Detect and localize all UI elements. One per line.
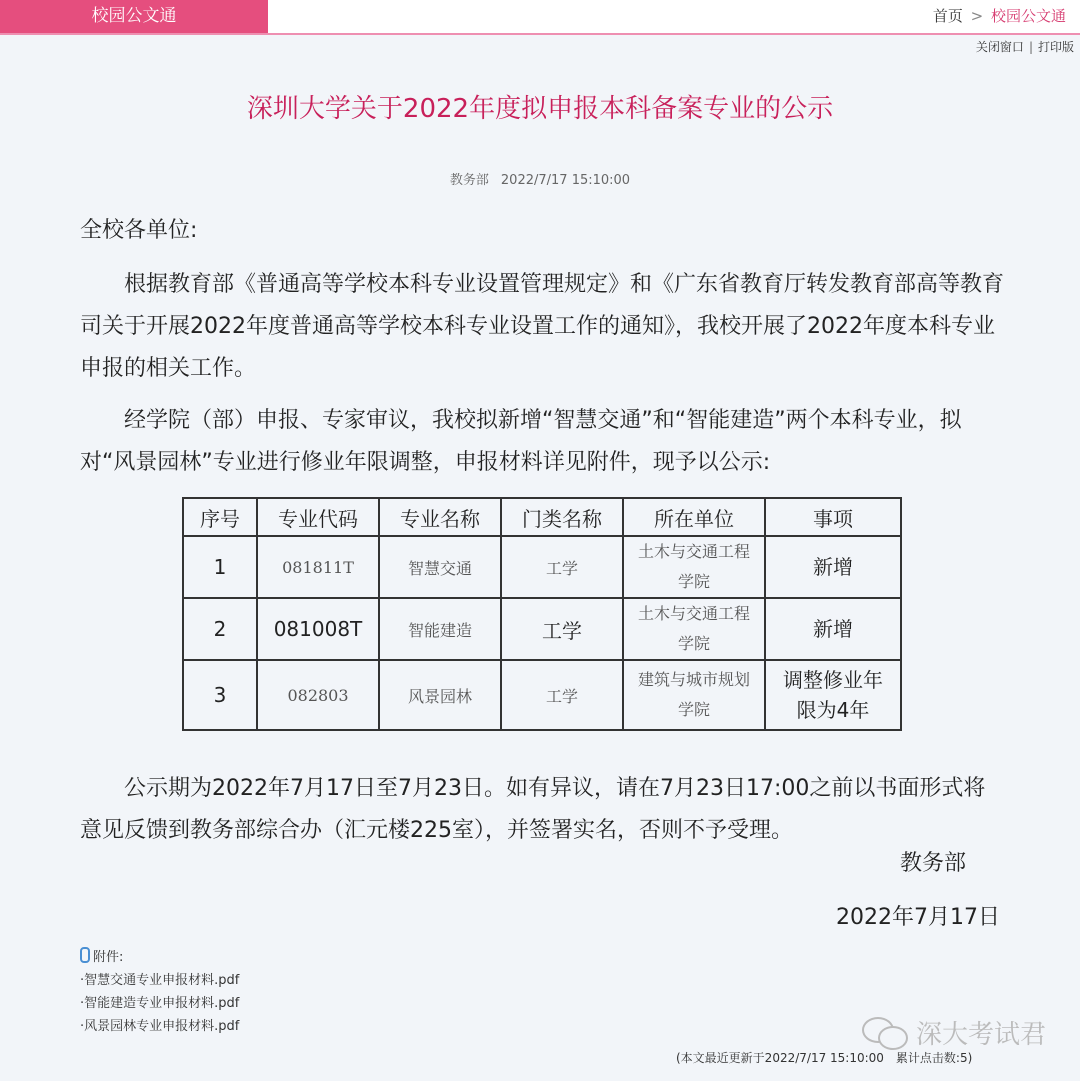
cell-category: 工学 bbox=[501, 660, 623, 730]
print-version-link[interactable]: 打印版 bbox=[1037, 40, 1074, 54]
attachments bbox=[80, 946, 239, 1038]
paragraph-2: 经学院（部）申报、专家审议，我校拟新增“智慧交通”和“智能建造”两个本科专业，拟对“风景园林”专业进行修业年限调整，申报材料详见附件，现予以公示: bbox=[80, 408, 962, 475]
unit-line-2: 学院 bbox=[677, 634, 710, 653]
header-category: 门类名称 bbox=[501, 498, 623, 536]
header-code: 专业代码 bbox=[257, 498, 379, 536]
cell-code: 082803 bbox=[257, 660, 379, 730]
cell-name: 智慧交通 bbox=[379, 536, 501, 598]
breadcrumb-home-link[interactable]: 首页 bbox=[932, 7, 963, 25]
cell-name: 智能建造 bbox=[379, 598, 501, 660]
cell-category: 工学 bbox=[501, 536, 623, 598]
cell-action bbox=[765, 598, 901, 660]
majors-table bbox=[182, 497, 902, 731]
attachment-link[interactable]: ·智能建造专业申报材料.pdf bbox=[80, 996, 240, 1011]
unit-line-1: 土木与交通工程 bbox=[637, 542, 750, 561]
article-body bbox=[80, 210, 1005, 484]
wechat-icon bbox=[862, 1017, 910, 1049]
paragraph-1: 根据教育部《普通高等学校本科专业设置管理规定》和《广东省教育厅转发教育部高等教育司关于开展2022年度普通高等学校本科专业设置工作的通知》，我校开展了2022年度本科专业申报的相关工作。 bbox=[80, 272, 1005, 381]
cell-name: 风景园林 bbox=[379, 660, 501, 730]
breadcrumb-separator: > bbox=[970, 7, 984, 25]
salutation: 全校各单位: bbox=[80, 218, 198, 243]
tools-divider: | bbox=[1028, 40, 1033, 54]
cell-code: 081008T bbox=[257, 598, 379, 660]
watermark bbox=[862, 1014, 1046, 1051]
action-line-2: 限为4年 bbox=[796, 698, 870, 722]
watermark-text: 深大考试君 bbox=[916, 1020, 1047, 1050]
paperclip-icon bbox=[80, 947, 90, 963]
footer-info bbox=[676, 1049, 972, 1066]
page-title: 深圳大学关于2022年度拟申报本科备案专业的公示 bbox=[246, 94, 834, 124]
attachment-link[interactable]: ·智慧交通专业申报材料.pdf bbox=[80, 973, 240, 988]
action-line-1: 新增 bbox=[813, 555, 853, 579]
cell-action bbox=[765, 536, 901, 598]
cell-unit bbox=[623, 598, 765, 660]
table-header-row bbox=[183, 498, 901, 536]
header-name: 专业名称 bbox=[379, 498, 501, 536]
click-count: 累计点击数:5) bbox=[895, 1051, 973, 1065]
breadcrumb-current-link[interactable]: 校园公文通 bbox=[990, 7, 1066, 25]
action-line-1: 新增 bbox=[813, 617, 853, 641]
unit-line-2: 学院 bbox=[677, 700, 710, 719]
close-window-link[interactable]: 关闭窗口 bbox=[975, 40, 1024, 54]
action-line-1: 调整修业年 bbox=[783, 668, 883, 692]
top-bar bbox=[0, 0, 1080, 35]
page-tools bbox=[976, 38, 1074, 55]
cell-no: 1 bbox=[183, 536, 257, 598]
unit-line-2: 学院 bbox=[677, 572, 710, 591]
brand-tab[interactable]: 校园公文通 bbox=[0, 0, 268, 33]
cell-unit bbox=[623, 536, 765, 598]
header-action: 事项 bbox=[765, 498, 901, 536]
article-meta bbox=[0, 169, 1080, 188]
attachments-header bbox=[80, 946, 239, 969]
attachments-label: 附件: bbox=[93, 950, 124, 965]
header-no: 序号 bbox=[183, 498, 257, 536]
signature: 教务部 bbox=[899, 851, 966, 876]
attachment-link[interactable]: ·风景园林专业申报材料.pdf bbox=[80, 1019, 240, 1034]
header-unit: 所在单位 bbox=[623, 498, 765, 536]
table-row bbox=[183, 660, 901, 730]
signature-date: 2022年7月17日 bbox=[836, 905, 1000, 930]
unit-line-1: 土木与交通工程 bbox=[637, 604, 750, 623]
cell-category: 工学 bbox=[501, 598, 623, 660]
article-published: 2022/7/17 15:10:00 bbox=[500, 173, 631, 188]
unit-line-1: 建筑与城市规划 bbox=[637, 670, 750, 689]
paragraph-3: 公示期为2022年7月17日至7月23日。如有异议，请在7月23日17:00之前以书面形式将意见反馈到教务部综合办（汇元楼225室），并签署实名，否则不予受理。 bbox=[80, 776, 986, 843]
cell-no: 2 bbox=[183, 598, 257, 660]
cell-action bbox=[765, 660, 901, 730]
article-department: 教务部 bbox=[449, 173, 489, 188]
cell-code: 081811T bbox=[257, 536, 379, 598]
table-row bbox=[183, 536, 901, 598]
table-row bbox=[183, 598, 901, 660]
breadcrumb bbox=[933, 0, 1066, 33]
cell-no: 3 bbox=[183, 660, 257, 730]
cell-unit bbox=[623, 660, 765, 730]
last-updated: (本文最近更新于2022/7/17 15:10:00 bbox=[676, 1051, 884, 1065]
